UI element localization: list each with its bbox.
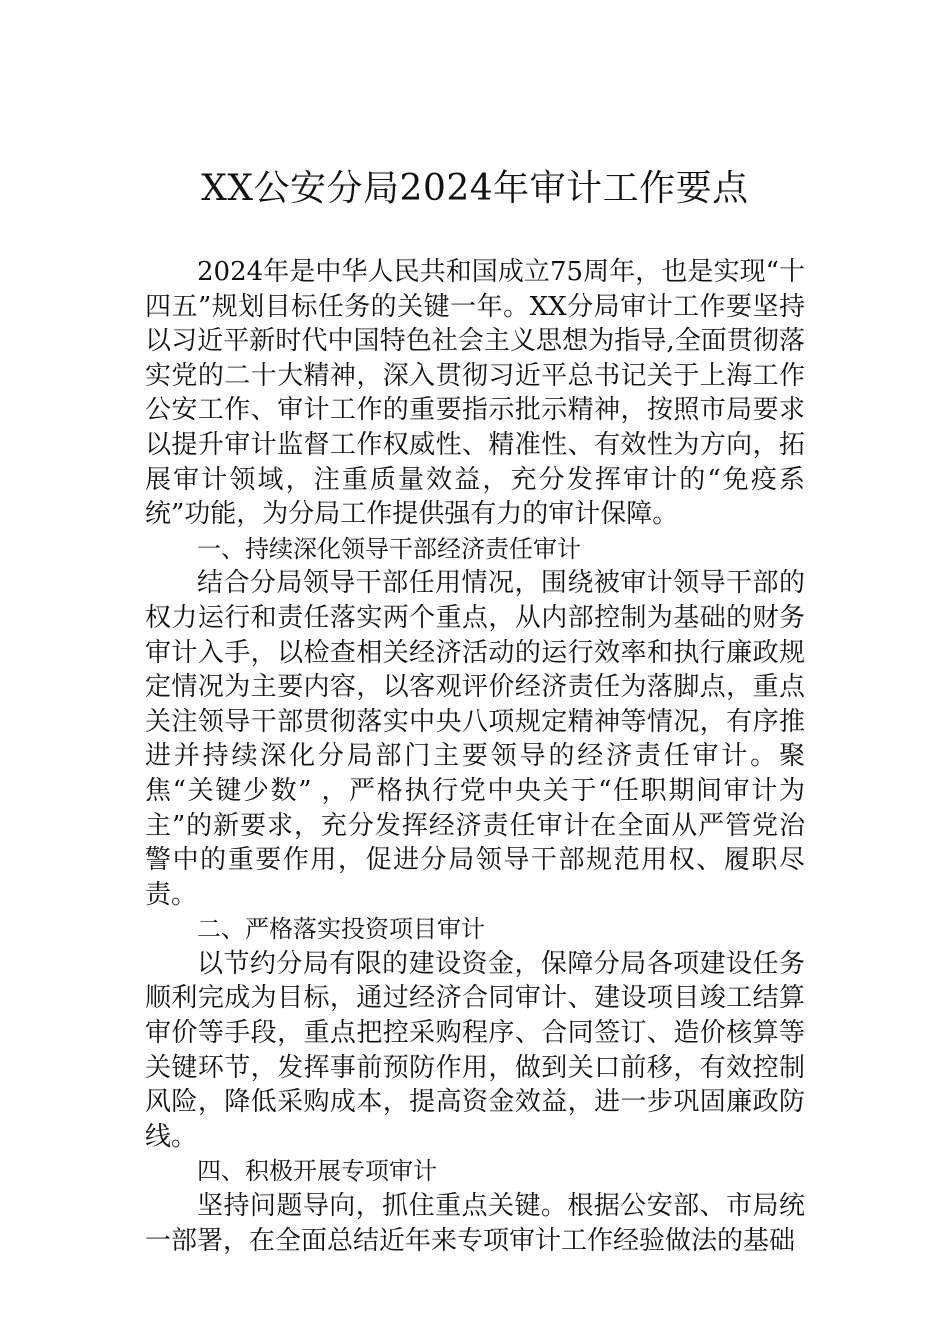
section-heading-2: 二、严格落实投资项目审计 [197,915,485,944]
section-paragraph-1: 结合分局领导干部任用情况，围绕被审计领导干部的权力运行和责任落实两个重点，从内部控制为基础的财务审计入手，以检查相关经济活动的运行效率和执行廉政规定情况为主要内容，以客观评价经济责任为落脚点，重点关注领导干部贯彻落实中央八项规定精神等情况，有序推进并持续深化分局部门主要领导的经济责任审计。聚焦“关键少数” ，严格执行党中央关于“任职期间审计为主”的新要求，充分发挥经济责任审计在全面从严管党治警中的重要作用，促进分局领导干部规范用权、履职尽责。 [145,568,805,910]
section-heading-1: 一、持续深化领导干部经济责任审计 [197,534,581,563]
document-body [145,255,805,1258]
section-paragraph-2: 以节约分局有限的建设资金，保障分局各项建设任务顺利完成为目标，通过经济合同审计、建设项目竣工结算审价等手段，重点把控采购程序、合同签订、造价核算等关键环节，发挥事前预防作用，做到关口前移，有效控制风险，降低采购成本，提高资金效益，进一步巩固廉政防线。 [145,948,805,1152]
section-heading-4: 四、积极开展专项审计 [197,1157,437,1186]
document-title: XX公安分局2024年审计工作要点 [201,168,749,209]
intro-paragraph: 2024年是中华人民共和国成立75周年，也是实现“十四五”规划目标任务的关键一年。XX分局审计工作要坚持以习近平新时代中国特色社会主义思想为指导,全面贯彻落实党的二十大精神，深入贯彻习近平总书记关于上海工作公安工作、审计工作的重要指示批示精神，按照市局要求以提升审计监督工作权威性、精准性、有效性为方向，拓展审计领域，注重质量效益，充分发挥审计的“免疫系统”功能，为分局工作提供强有力的审计保障。 [145,257,805,530]
section-paragraph-4: 坚持问题导向，抓住重点关键。根据公安部、市局统一部署，在全面总结近年来专项审计工作经验做法的基础 [145,1191,805,1256]
